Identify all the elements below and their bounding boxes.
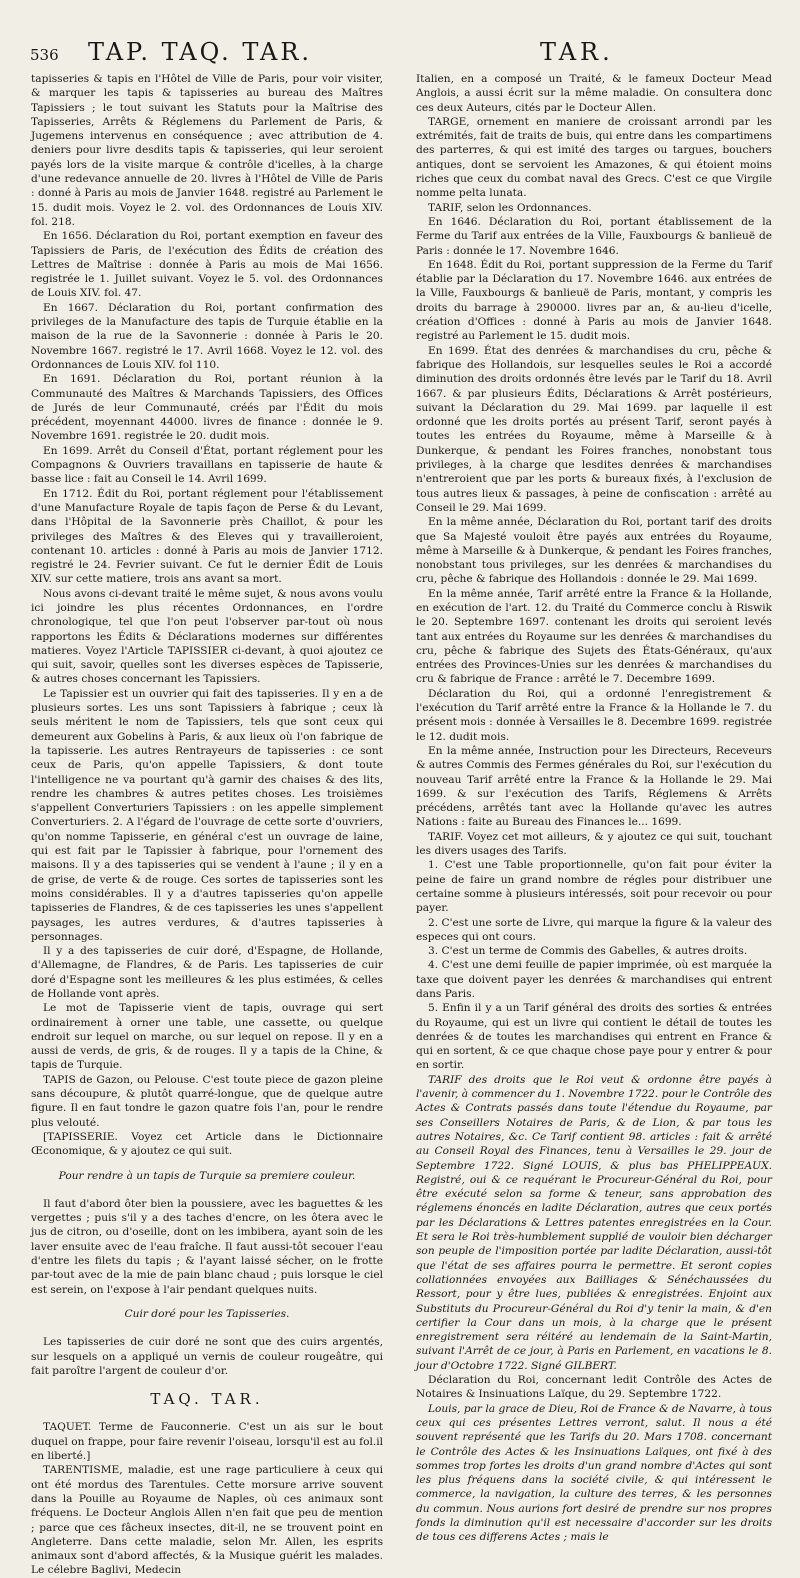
- paragraph: TAQUET. Terme de Fauconnerie. C'est un ais sur le bout duquel on frappe, pour faire revenir l'oiseau, lorsqu'il est au fol.il en liberté.]: [31, 1421, 383, 1463]
- paragraph: TARENTISME, maladie, est une rage particuliere à ceux qui ont été mordus des Tarentules. Cette morsure arrive souvent dans la Pouille au Royaume de Naples, où ces animaux sont fréquens. Le Docteur Anglois Allen n'en fait que peu de mention ; parce que ces fâcheux insectes, dit-il, ne se trouvent point en Angleterre. Dans cette maladie, selon Mr. Allen, les esprits animaux sont d'abord affectés, & la Musique guérit les malades. Le célebre Baglivi, Medecin: [31, 1464, 383, 1577]
- paragraph: TARIF des droits que le Roi veut & ordonne être payés à l'avenir, à commencer du 1. Novembre 1722. pour le Contrôle des Actes & Contrats passés dans toute l'étendue du Royaume, par ses Conseillers Notaires de Paris, & de Lion, & par tous les autres Notaires, &c. Ce Tarif contient 98. articles : fait & arrêté au Conseil Royal des Finances, tenu à Versailles le 29. jour de Septembre 1722. Signé LOUIS, & plus bas PHELIPPEAUX. Registré, oui & ce requérant le Procureur-Général du Roi, pour être exécuté selon sa forme & teneur, sans approbation des réglemens énoncés en ladite Déclaration, autres que ceux portés par les Déclarations & Lettres patentes enregistrées en la Cour. Et sera le Roi très-humblement supplié de vouloir bien décharger son peuple de l'imposition portée par ladite Déclaration, aussi-tôt que l'état de ses affaires pourra le permettre. Et seront copies collationnées envoyées aux Bailliages & Sénéchaussées du Ressort, pour y être lues, publiées & enregistrées. Enjoint aux Substituts du Procureur-Général du Roi d'y tenir la main, & d'en certifier la Cour dans un mois, à la charge que le présent enregistrement sera réitéré au lendemain de la Saint-Martin, suivant l'Arrêt de ce jour, à Paris en Parlement, en vacations le 8. jour d'Octobre 1722. Signé GILBERT.: [416, 1073, 772, 1372]
- paragraph: 3. C'est un terme de Commis des Gabelles, & autres droits.: [428, 945, 748, 958]
- paragraph: TAPIS de Gazon, ou Pelouse. C'est toute piece de gazon pleine sans découpure, & plutôt quarré-longue, que de quelque autre figure. Il en faut tondre le gazon quatre fois l'an, pour le rendre plus velouté.: [31, 1073, 383, 1129]
- paragraph: tapisseries & tapis en l'Hôtel de Ville de Paris, pour voir visiter, & marquer les tapis & tapisseries au bureau des Maîtres Tapissiers ; le tout suivant les Statuts pour la Maîtrise des Tapisseries, Arrêts & Réglemens du Parlement de Paris, & Jugemens intervenus en conséquence ; avec attribution de 4. deniers pour livre desdits tapis & tapisseries, qui leur seroient payés lors de la visite marque & contrôle d'icelles, à la charge d'une redevance annuelle de 20. livres à l'Hôtel de Ville de Paris : donné à Paris au mois de Janvier 1648. registré au Parlement le 15. dudit mois. Voyez le 2. vol. des Ordonnances de Louis XIV. fol. 218.: [31, 73, 383, 228]
- paragraph: Le Tapissier est un ouvrier qui fait des tapisseries. Il y en a de plusieurs sortes. Les uns sont Tapissiers à fabrique ; ceux là seuls méritent le nom de Tapissiers, tels que sont ceux qui demeurent aux Gobelins à Paris, & aux lieux où l'on fabrique de la tapisserie. Les autres Rentrayeurs de tapisseries : ce sont ceux de Paris, qu'on appelle Tapissiers, & dont toute l'intelligence ne va pourtant qu'à garnir des chaises & des lits, rendre les chambres & autres petites choses. Les troisièmes s'appellent Converturiers Tapissiers : on les appelle simplement Converturiers. 2. A l'égard de l'ouvrage de cette sorte d'ouvriers, qu'on nomme Tapisserie, en général c'est un ouvrage de laine, qui est fait par le Tapissier à fabrique, pour l'ornement des maisons. Il y a des tapisseries qui se vendent à l'aune ; il y en a de grise, de verte & de rouge. Ces sortes de tapisseries sont les moins considérables. Il y a d'autres tapisseries qu'on appelle tapisseries de Flandres, & de ces tapisseries les unes s'appellent paysages, les autres verdures, & d'autres tapisseries à personnages.: [31, 687, 383, 943]
- paragraph: En 1699. État des denrées & marchandises du cru, pêche & fabrique des Hollandois, sur lesquelles seules le Roi a accordé diminution des droits ordonnés être levés par le Tarif du 18. Avril 1667. & par plusieurs Édits, Déclarations & Arrêt postérieurs, suivant la Déclaration du 29. Mai 1699. par laquelle il est ordonné que les droits portés au présent Tarif, seront payés à toutes les entrées du Royaume, même à Marseille & à Dunkerque, & pendant les Foires franches, nonobstant tous privileges, à la charge que lesdites denrées & marchandises n'entreroient que par les ports & bureaux fixés, à l'exclusion de tous autres lieux & passages, à peine de confiscation : arrêté au Conseil le 29. Mai 1699.: [416, 344, 772, 514]
- paragraph: Il y a des tapisseries de cuir doré, d'Espagne, de Hollande, d'Allemagne, de Flandres, & de Paris. Les tapisseries de cuir doré d'Espagne sont les meilleures & les plus estimées, & celles de Hollande vont après.: [31, 945, 383, 1000]
- paragraph: En 1648. Édit du Roi, portant suppression de la Ferme du Tarif établie par la Déclaration du 17. Novembre 1646. aux entrées de la Ville, Fauxbourgs & banlieuë de Paris, montant, y compris les droits du barrage à 290000. livres par an, & au-lieu d'icelle, création d'Offices : donné à Paris au mois de Janvier 1648. registré au Parlement le 15. dudit mois.: [416, 258, 772, 343]
- subheading: Cuir doré pour les Tapisseries.: [124, 1307, 290, 1320]
- paragraph: En la même année, Instruction pour les Directeurs, Receveurs & autres Commis des Fermes générales du Roi, sur l'exécution du nouveau Tarif arrêté entre la France & la Hollande le 29. Mai 1699. & sur l'exécution des Tarifs, Réglemens & Arrêts précédens, arrêtés tant avec la Hollande qu'avec les autres Nations : faite au Bureau des Finances le... 1699.: [416, 744, 772, 829]
- paragraph: En la même année, Tarif arrêté entre la France & la Hollande, en exécution de l'art. 12. du Traité du Commerce conclu à Riswik le 20. Septembre 1697. contenant les droits qui seroient levés tant aux entrées du Royaume sur les denrées & marchandises du cru, pêche & fabrique des Sujets des États-Généraux, qu'aux entrées des Provinces-Unies sur les denrées & marchandises du cru & fabrique de France : arrêté le 7. Decembre 1699.: [416, 587, 772, 686]
- paragraph: En 1667. Déclaration du Roi, portant confirmation des privileges de la Manufacture des tapis de Turquie établie en la maison de la rue de la Savonnerie : donnée à Paris le 20. Novembre 1667. registré le 17. Avril 1668. Voyez le 12. vol. des Ordonnances de Louis XIV. fol 110.: [31, 301, 383, 371]
- paragraph: Nous avons ci-devant traité le même sujet, & nous avons voulu ici joindre les plus récentes Ordonnances, en l'ordre chronologique, tel que l'on peut l'observer par-tout où nous rapportons les Édits & Déclarations modernes sur différentes matieres. Voyez l'Article TAPISSIER ci-devant, à quoi ajoutez ce qui suit, savoir, quelles sont les diverses espèces de Tapisserie, & autres choses concernant les Tapissiers.: [31, 587, 383, 686]
- right-column: [416, 72, 772, 1545]
- paragraph: En 1656. Déclaration du Roi, portant exemption en faveur des Tapissiers de Paris, de l'exécution des Édits de création des Lettres de Maîtrise : donnée à Paris au mois de Mai 1656. registrée le 1. Juillet suivant. Voyez le 5. vol. des Ordonnances de Louis XIV. fol. 47.: [31, 230, 383, 300]
- page-number: 536: [30, 46, 59, 64]
- paragraph: 1. C'est une Table proportionnelle, qu'on fait pour éviter la peine de faire un grand nombre de régles pour distribuer une certaine somme à plusieurs intéressés, soit pour recevoir ou pour payer.: [416, 859, 772, 915]
- running-head-left: TAP. TAQ. TAR.: [88, 38, 313, 66]
- paragraph: 5. Enfin il y a un Tarif général des droits des sorties & entrées du Royaume, qui est un livre qui contient le détail de toutes les denrées & de toutes les marchandises qui entrent en France & qui en sortent, & ce que chaque chose paye pour y entrer & pour en sortir.: [416, 1002, 772, 1072]
- paragraph: TARIF. Voyez cet mot ailleurs, & y ajoutez ce qui suit, touchant les divers usages des Tarifs.: [416, 830, 772, 858]
- paragraph: 2. C'est une sorte de Livre, qui marque la figure & la valeur des especes qui ont cours.: [416, 916, 772, 943]
- section-heading: TAQ. TAR.: [150, 1390, 264, 1409]
- paragraph: En 1699. Arrêt du Conseil d'État, portant réglement pour les Compagnons & Ouvriers travaillans en tapisserie de haute & basse lice : fait au Conseil le 14. Avril 1699.: [31, 444, 383, 486]
- paragraph: En 1691. Déclaration du Roi, portant réunion à la Communauté des Maîtres & Marchands Tapissiers, des Offices de Jurés de leur Communauté, créés par l'Édit du mois précédent, moyennant 44000. livres de finance : donnée le 9. Novembre 1691. registrée le 20. dudit mois.: [31, 373, 383, 443]
- paragraph: Déclaration du Roi, concernant ledit Contrôle des Actes de Notaires & Insinuations Laïque, du 29. Septembre 1722.: [416, 1374, 772, 1401]
- paragraph: [TAPISSERIE. Voyez cet Article dans le Dictionnaire Œconomique, & y ajoutez ce qui suit.: [31, 1130, 383, 1158]
- paragraph: Italien, en a composé un Traité, & le fameux Docteur Mead Anglois, a aussi écrit sur la même maladie. On consultera donc ces deux Auteurs, cités par le Docteur Allen.: [416, 73, 772, 114]
- left-column: [31, 72, 383, 1578]
- paragraph: Le mot de Tapisserie vient de tapis, ouvrage qui sert ordinairement à orner une table, une cassette, ou quelque endroit sur lequel on marche, ou sur lequel on repose. Il y en a aussi de verds, de gris, & de rouges. Il y a tapis de la Chine, & tapis de Turquie.: [31, 1002, 383, 1072]
- paragraph: En 1712. Édit du Roi, portant réglement pour l'établissement d'une Manufacture Royale de tapis façon de Perse & du Levant, dans l'Hôpital de la Savonnerie près Chaillot, & pour les privileges des Maîtres & des Eleves qui y travailleroient, contenant 10. articles : donné à Paris au mois de Janvier 1712. registré le 24. Fevrier suivant. Ce fut le dernier Édit de Louis XIV. sur cette matiere, trois ans avant sa mort.: [31, 487, 383, 586]
- paragraph: Il faut d'abord ôter bien la poussiere, avec les baguettes & les vergettes ; puis s'il y a des taches d'encre, on les ôtera avec le jus de citron, ou d'oseille, dont on les imbibera, ayant soin de les laver ensuite avec de l'eau fraîche. Il faut aussi-tôt secouer l'eau d'entre les filets du tapis ; & l'ayant laissé sécher, on le frotte par-tout avec de la mie de pain blanc chaud ; puis lorsque le ciel est serein, on l'expose à l'air pendant quelques nuits.: [31, 1197, 383, 1296]
- running-head-right: TAR.: [540, 38, 614, 66]
- paragraph: 4. C'est une demi feuille de papier imprimée, où est marquée la taxe que doivent payer les denrées & marchandises qui entrent dans Paris.: [416, 959, 772, 1000]
- paragraph: Les tapisseries de cuir doré ne sont que des cuirs argentés, sur lesquels on a appliqué un vernis de couleur rougeâtre, qui fait paroître l'argent de couleur d'or.: [31, 1336, 383, 1377]
- paragraph: En 1646. Déclaration du Roi, portant établissement de la Ferme du Tarif aux entrées de la Ville, Fauxbourgs & banlieuë de Paris : donnée le 17. Novembre 1646.: [416, 215, 772, 257]
- paragraph: TARGE, ornement en maniere de croissant arrondi par les extrémités, fait de traits de buis, qui entre dans les compartimens des parterres, & qui est imité des targes ou targues, bouchers antiques, dont se servoient les Amazones, & qui étoient moins riches que ceux du combat naval des Grecs. C'est ce que Virgile nomme pelta lunata.: [416, 115, 772, 200]
- paragraph: Déclaration du Roi, qui a ordonné l'enregistrement & l'exécution du Tarif arrêté entre la France & la Hollande le 7. du présent mois : donnée à Versailles le 8. Decembre 1699. registrée le 12. dudit mois.: [416, 687, 772, 743]
- page-header: [0, 38, 800, 72]
- paragraph: TARIF, selon les Ordonnances.: [428, 201, 592, 214]
- subheading: Pour rendre à un tapis de Turquie sa premiere couleur.: [58, 1169, 356, 1182]
- paragraph: En la même année, Déclaration du Roi, portant tarif des droits que Sa Majesté vouloit être payés aux entrées du Royaume, même à Marseille & à Dunkerque, & pendant les Foires franches, nonobstant tous privileges, sur les denrées & marchandises du cru, pêche & fabrique des Hollandois : donnée le 29. Mai 1699.: [416, 516, 772, 586]
- paragraph: Louis, par la grace de Dieu, Roi de France & de Navarre, à tous ceux qui ces présentes Lettres verront, salut. Il nous a été souvent représenté que les Tarifs du 20. Mars 1708. concernant le Contrôle des Actes & les Insinuations Laïques, ont fixé à des sommes trop fortes les droits d'un grand nombre d'Actes qui sont les plus fréquens dans la société civile, & qui intéressent le commerce, la navigation, la culture des terres, & les personnes du commun. Nous aurions fort desiré de prendre sur nos propres fonds la diminution qu'il est necessaire d'accorder sur les droits de tous ces differens Actes ; mais le: [416, 1402, 772, 1544]
